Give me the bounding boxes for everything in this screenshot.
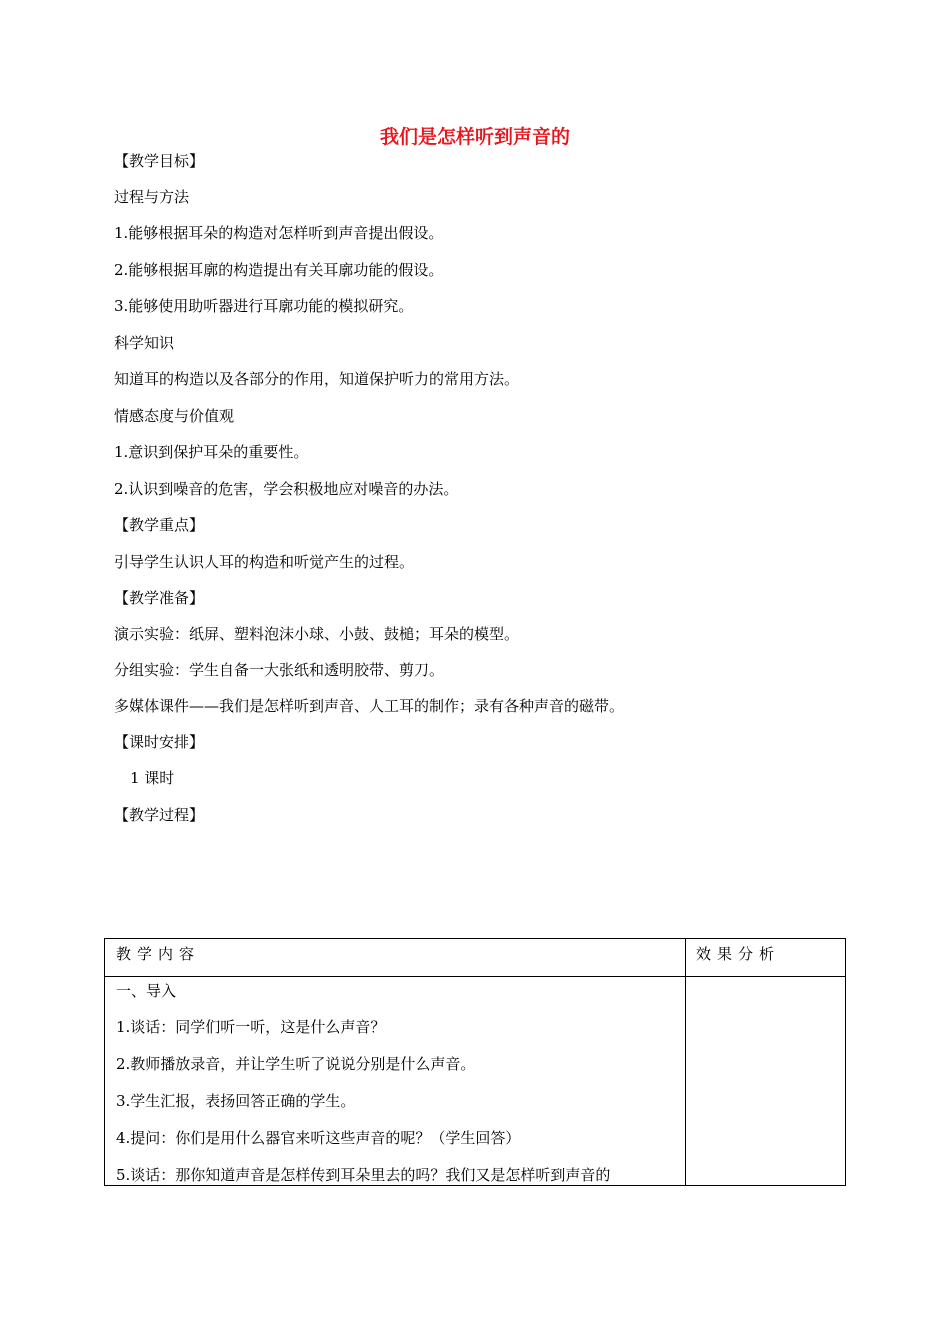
section-heading-preparation: 【教学准备】 bbox=[114, 589, 205, 607]
table-cell-line: 3.学生汇报，表扬回答正确的学生。 bbox=[116, 1092, 356, 1110]
table-cell-line: 1.谈话：同学们听一听，这是什么声音？ bbox=[116, 1018, 386, 1036]
table-row-divider bbox=[105, 976, 845, 977]
lesson-table bbox=[104, 938, 846, 1186]
document-title: 我们是怎样听到声音的 bbox=[379, 126, 570, 148]
section-heading-schedule: 【课时安排】 bbox=[114, 733, 205, 751]
key-points-text: 引导学生认识人耳的构造和听觉产生的过程。 bbox=[114, 553, 415, 571]
table-cell-line: 4.提问：你们是用什么器官来听这些声音的呢？（学生回答） bbox=[116, 1129, 521, 1147]
schedule-text: 1 课时 bbox=[130, 769, 175, 787]
objective-item: 1.能够根据耳朵的构造对怎样听到声音提出假设。 bbox=[114, 224, 444, 242]
table-cell-line: 一、导入 bbox=[116, 982, 177, 1000]
table-header-effect: 效果分析 bbox=[696, 945, 781, 963]
attitude-item: 1.意识到保护耳朵的重要性。 bbox=[114, 443, 309, 461]
table-cell-line: 2.教师播放录音，并让学生听了说说分别是什么声音。 bbox=[116, 1055, 476, 1073]
preparation-item: 演示实验：纸屏、塑料泡沫小球、小鼓、鼓槌；耳朵的模型。 bbox=[114, 625, 520, 643]
objective-item: 2.能够根据耳廓的构造提出有关耳廓功能的假设。 bbox=[114, 261, 444, 279]
section-heading-process: 【教学过程】 bbox=[114, 806, 205, 824]
subheading-process-method: 过程与方法 bbox=[114, 188, 190, 206]
knowledge-text: 知道耳的构造以及各部分的作用，知道保护听力的常用方法。 bbox=[114, 370, 520, 388]
subheading-science-knowledge: 科学知识 bbox=[114, 334, 175, 352]
attitude-item: 2.认识到噪音的危害，学会积极地应对噪音的办法。 bbox=[114, 480, 459, 498]
objective-item: 3.能够使用助听器进行耳廓功能的模拟研究。 bbox=[114, 297, 414, 315]
preparation-item: 分组实验：学生自备一大张纸和透明胶带、剪刀。 bbox=[114, 661, 445, 679]
table-header-content: 教学内容 bbox=[116, 945, 201, 963]
section-heading-key-points: 【教学重点】 bbox=[114, 516, 205, 534]
table-cell-line: 5.谈话：那你知道声音是怎样传到耳朵里去的吗？我们又是怎样听到声音的 bbox=[116, 1166, 611, 1184]
preparation-item: 多媒体课件——我们是怎样听到声音、人工耳的制作；录有各种声音的磁带。 bbox=[114, 697, 625, 715]
subheading-attitude-values: 情感态度与价值观 bbox=[114, 407, 235, 425]
section-heading-objectives: 【教学目标】 bbox=[114, 152, 205, 170]
